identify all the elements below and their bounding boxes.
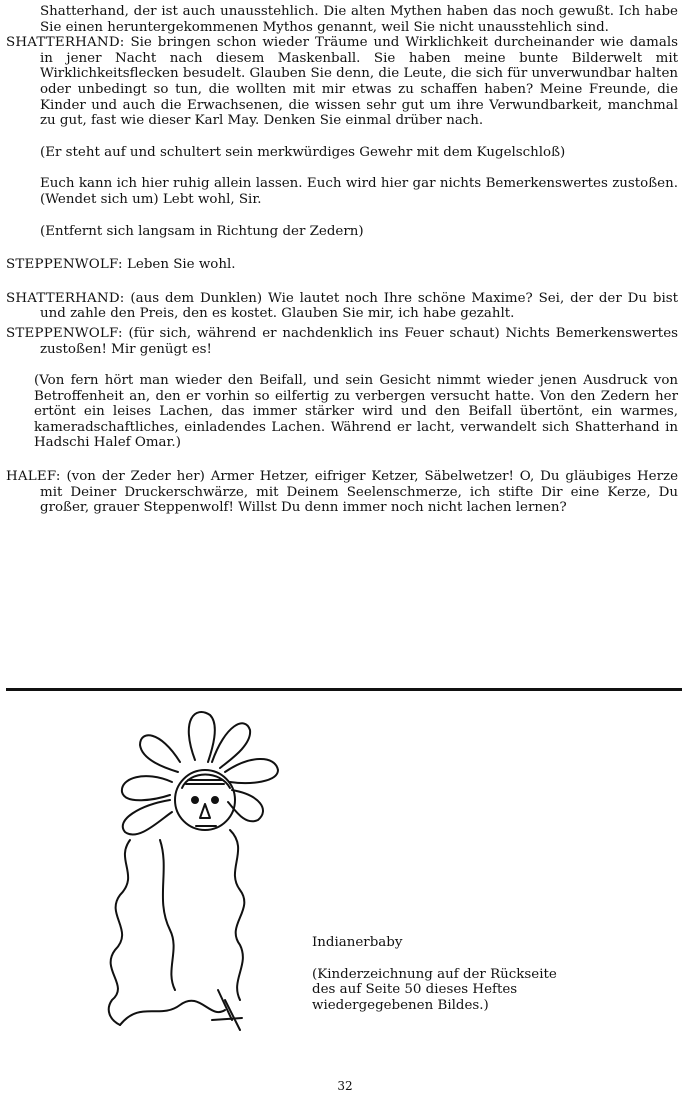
arm-stroke xyxy=(120,1001,225,1025)
dialogue-text xyxy=(6,4,678,516)
speaker-label: HALEF: xyxy=(6,469,61,485)
caption-title: Indianerbaby xyxy=(312,935,403,950)
speech-text: Sie bringen schon wieder Träume und Wirklichkeit durcheinander wie damals in jener Nacht nach diesem Maskenball. Sie haben meine bunte Bilderwelt mit Wirklichkeitsflecken besudelt. Glauben Sie denn, die Leute, die sich für unverwundbar halten oder unbedingt so tun, die wollten mit mir etwas zu schaffen haben? Meine Freunde, die Kinder und auch die Erwachsenen, die wissen sehr gut um ihre Verwundbarkeit, manchmal zu gut, fast wie dieser Karl May. Denken Sie einmal drüber nach. xyxy=(40,35,678,129)
speaker-label: STEPPENWOLF: xyxy=(6,325,123,341)
speech-shatterhand-2 xyxy=(6,291,678,322)
petal-stroke xyxy=(225,759,278,783)
body-stroke xyxy=(160,840,175,990)
speech-text: Euch kann ich hier ruhig allein lassen. Euch wird hier gar nichts Bemerkenswertes zustoßen. (Wendet sich um) Lebt wohl, Sir. xyxy=(40,176,678,207)
speech-steppenwolf-1 xyxy=(6,257,678,273)
petal-stroke xyxy=(140,735,180,772)
speech-steppenwolf-2 xyxy=(6,326,678,357)
petal-stroke xyxy=(228,790,263,821)
speech-shatterhand-1 xyxy=(6,35,678,129)
paragraph-continuation xyxy=(6,4,678,35)
petal-stroke xyxy=(122,776,172,800)
nose-stroke xyxy=(200,804,210,818)
paragraph-text: Shatterhand, der ist auch unausstehlich. Die alten Mythen haben das noch gewußt. Ich habe Sie einen heruntergekommenen Mythos genannt, weil Sie nicht unausstehlich sind. xyxy=(40,4,678,35)
eye-dot xyxy=(192,797,198,803)
speaker-label: STEPPENWOLF: xyxy=(6,257,123,273)
stage-direction-text: (Er steht auf und schultert sein merkwürdiges Gewehr mit dem Kugelschloß) xyxy=(40,144,566,160)
stage-direction xyxy=(6,224,678,240)
caption-note: (Kinderzeichnung auf der Rückseite des auf Seite 50 dieses Heftes wiedergegebenen Bildes.) xyxy=(312,966,557,1013)
eye-dot xyxy=(212,797,218,803)
speech-continuation xyxy=(6,176,678,207)
illustration-caption xyxy=(312,935,557,1013)
stage-direction-text: (Entfernt sich langsam in Richtung der Zedern) xyxy=(40,223,364,239)
speech-text: (aus dem Dunklen) Wie lautet noch Ihre schöne Maxime? Sei, der der Du bist und zahle den Preis, den es kostet. Glauben Sie mir, ich habe gezahlt. xyxy=(40,290,678,322)
body-stroke xyxy=(230,830,244,1000)
stage-direction xyxy=(6,145,678,161)
speech-text: Leben Sie wohl. xyxy=(127,257,236,273)
speech-text: (von der Zeder her) Armer Hetzer, eifriger Ketzer, Säbelwetzer! O, Du gläubiges Herze mit Deiner Druckerschwärze, mit Deinem Seelenschmerze, ich stifte Dir eine Kerze, Du großer, grauer Steppenwolf! Willst Du denn immer noch nicht lachen lernen? xyxy=(40,469,678,516)
page-number: 32 xyxy=(337,1079,353,1093)
speech-text: (für sich, während er nachdenklich ins Feuer schaut) Nichts Bemerkenswertes zustoßen! Mir genügt es! xyxy=(40,325,678,357)
speaker-label: SHATTERHAND: xyxy=(6,290,125,306)
petal-stroke xyxy=(123,800,172,835)
speaker-label: SHATTERHAND: xyxy=(6,35,125,51)
stage-direction-text: (Von fern hört man wieder den Beifall, und sein Gesicht nimmt wieder jenen Ausdruck von Betroffenheit an, den er vorhin so eilfertig zu verbergen versucht hatte. Von den Zedern her ertönt ein leises Lachen, das immer stärker wird und den Beifall übertönt, ein warmes, kameradschaftliches, einladendes Lachen. Während er lacht, verwandelt sich Shatterhand in Hadschi Halef Omar.) xyxy=(34,373,678,451)
speech-halef xyxy=(6,469,678,516)
petal-stroke xyxy=(189,712,215,762)
horizontal-rule xyxy=(6,688,682,691)
stage-direction xyxy=(6,373,678,451)
child-drawing-illustration xyxy=(100,700,300,1040)
body-stroke xyxy=(109,840,130,1025)
